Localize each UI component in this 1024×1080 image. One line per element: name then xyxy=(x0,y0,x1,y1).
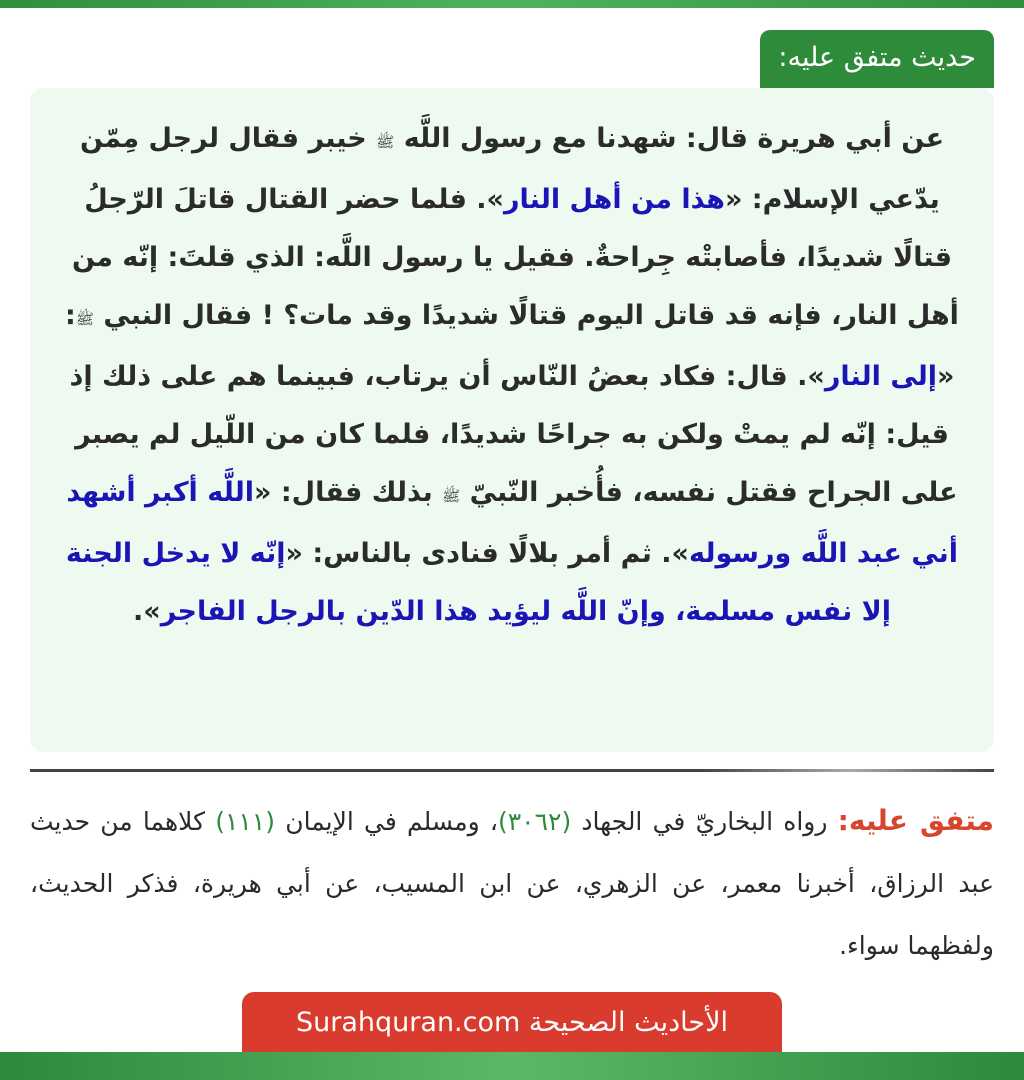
top-accent-bar xyxy=(0,0,1024,8)
hadith-segment: عن أبي هريرة قال: شهدنا مع رسول اللَّه xyxy=(403,123,945,154)
prophet-quote: هذا من أهل النار xyxy=(504,184,725,215)
prophet-quote: اللَّه أكبر أشهد أني عبد اللَّه ورسوله xyxy=(66,477,959,569)
hadith-segment: خيبر فقال لرجل مِمّن يدّعي الإسلام: « xyxy=(79,123,940,215)
prophet-quote: إلى النار xyxy=(824,361,938,392)
hadith-segment: ». ثم أمر بلالًا فنادى بالناس: « xyxy=(285,538,689,569)
hadith-segment: ». xyxy=(132,596,161,627)
site-badge: الأحاديث الصحيحة Surahquran.com xyxy=(242,992,782,1053)
hadith-text xyxy=(52,110,972,641)
salawat-glyph: ﷺ xyxy=(442,487,461,505)
citation-label: متفق عليه: xyxy=(837,804,994,837)
hadith-card xyxy=(30,88,994,752)
citation-text: كلاهما من حديث عبد الرزاق، أخبرنا معمر، عن الزهري، عن ابن المسيب، عن أبي هريرة، فذكر الحديث، ولفظهما سواء. xyxy=(30,807,994,960)
bottom-accent-bar xyxy=(0,1052,1024,1080)
section-divider xyxy=(30,769,994,772)
source-citation xyxy=(30,790,994,977)
hadith-number: (٣٠٦٢) xyxy=(497,807,572,836)
hadith-segment: بذلك فقال: « xyxy=(254,477,433,508)
hadith-segment: : « xyxy=(65,300,955,392)
citation-text: رواه البخاريّ في الجهاد xyxy=(581,807,828,836)
hadith-number: (١١١) xyxy=(215,807,276,836)
citation-text: ، ومسلم في الإيمان xyxy=(285,807,498,836)
hadith-segment: ». فلما حضر القتال قاتلَ الرّجلُ قتالًا شديدًا، فأصابتْه جِراحةٌ. فقيل يا رسول اللَّه: الذي قلتَ: إنّه من أهل النار، فإنه قد قاتل اليوم قتالًا شديدًا وقد مات؟ ! فقال النبي xyxy=(71,184,959,331)
hadith-segment: ». قال: فكاد بعضُ النّاس أن يرتاب، فبينما هم على ذلك إذ قيل: إنّه لم يمتْ ولكن به جراحًا شديدًا، فلما كان من اللّيل لم يصبر على الجراح فقتل نفسه، فأُخبر النّبيّ xyxy=(69,361,958,508)
salawat-glyph: ﷺ xyxy=(75,310,94,328)
salawat-glyph: ﷺ xyxy=(376,133,395,151)
hadith-type-tag: حديث متفق عليه: xyxy=(760,30,994,88)
prophet-quote: إنّه لا يدخل الجنة إلا نفس مسلمة، وإنّ اللَّه ليؤيد هذا الدّين بالرجل الفاجر xyxy=(65,538,892,627)
